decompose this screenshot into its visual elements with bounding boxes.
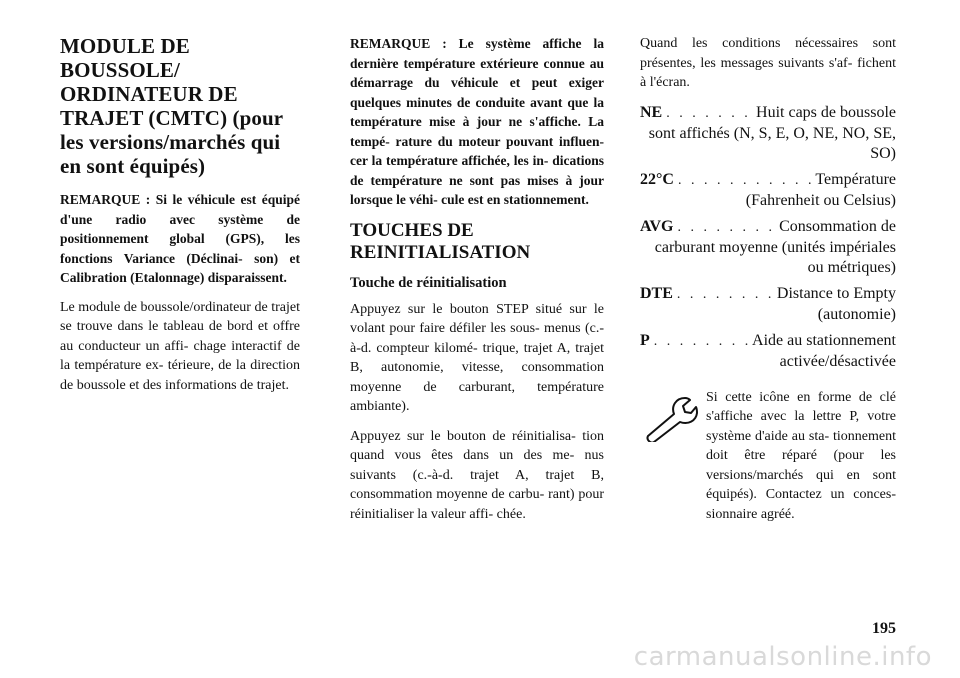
reset-subheading: Touche de réinitialisation xyxy=(350,274,507,291)
def-desc: Distance to Empty xyxy=(776,284,896,302)
wrench-icon xyxy=(640,392,700,442)
note-temperature: REMARQUE : Le système affiche la dernière température extérieure connue au démarrage du véhicule et peut exiger quelques minutes de conduite avant que la température mise à jour ne s'affiche. La tempé- rature du moteur pouvant influen- cer la température affichée, les in- dications de température ne sont pas mises à jour lorsque le véhi- cule est en stationnement. xyxy=(350,36,604,207)
section-title: MODULE DE BOUSSOLE/ ORDINATEUR DE TRAJET (CMTC) (pour les versions/marchés qui en sont équipés) xyxy=(60,34,283,178)
def-continuation: (Fahrenheit ou Celsius) xyxy=(745,191,896,209)
def-term: 22°C xyxy=(640,170,674,188)
def-continuation: sont affichés (N, S, E, O, NE, NO, SE, SO) xyxy=(648,124,896,162)
def-term: DTE xyxy=(640,284,673,302)
def-term: P xyxy=(640,331,650,349)
column-middle xyxy=(350,34,604,534)
watermark: carmanualsonline.info xyxy=(633,642,932,672)
def-desc: Aide au stationnement xyxy=(752,331,896,349)
step-button-paragraph: Appuyez sur le bouton STEP situé sur le volant pour faire défiler les sous- menus (c.-à-d. compteur kilomé- trique, trajet A, trajet B, autonomie, vitesse, consommation moyenne de carburant, température ambiante). xyxy=(350,301,604,414)
column-right xyxy=(640,34,896,524)
def-desc: Consommation de xyxy=(779,217,896,235)
reset-button-paragraph: Appuyez sur le bouton de réinitialisa- tion quand vous êtes dans un des me- nus suivants (c.-à-d. trajet A, trajet B, consommation moyenne de carbu- rant) pour réinitialiser la valeur affi- chée. xyxy=(350,428,604,522)
def-term: AVG xyxy=(640,217,674,235)
def-continuation: (autonomie) xyxy=(817,305,896,323)
def-item-p xyxy=(640,331,896,372)
reset-heading: TOUCHES DE REINITIALISATION xyxy=(350,219,531,263)
def-item-dte xyxy=(640,284,896,325)
page-number: 195 xyxy=(872,620,896,637)
def-continuation: carburant moyenne (unités impériales ou métriques) xyxy=(654,238,896,276)
def-continuation: activée/désactivée xyxy=(779,352,896,370)
wrench-warning-text: Si cette icône en forme de clé s'affiche avec la lettre P, votre système d'aide au sta- tionnement doit être réparé (pour les versions/marchés qui en sont équipés). Contactez un conces- sionnaire agréé. xyxy=(706,389,896,522)
note-gps: REMARQUE : Si le véhicule est équipé d'une radio avec système de positionnement global (GPS), les fonctions Variance (Déclinai- son) et Calibration (Etalonnage) disparaissent. xyxy=(60,192,300,285)
def-term: NE xyxy=(640,103,663,121)
column-left xyxy=(60,34,300,405)
wrench-warning-block xyxy=(640,388,896,525)
def-desc: Huit caps de boussole xyxy=(756,103,896,121)
def-item-ne xyxy=(640,103,896,164)
def-desc: Température xyxy=(815,170,896,188)
def-item-temp xyxy=(640,170,896,211)
messages-intro: Quand les conditions nécessaires sont présentes, les messages suivants s'af- fichent à l'écran. xyxy=(640,36,896,90)
module-description: Le module de boussole/ordinateur de trajet se trouve dans le tableau de bord et offre au conducteur un affi- chage interactif de la température ex- térieure, de la direction de boussole et des informations de trajet. xyxy=(60,299,300,393)
def-item-avg xyxy=(640,217,896,278)
